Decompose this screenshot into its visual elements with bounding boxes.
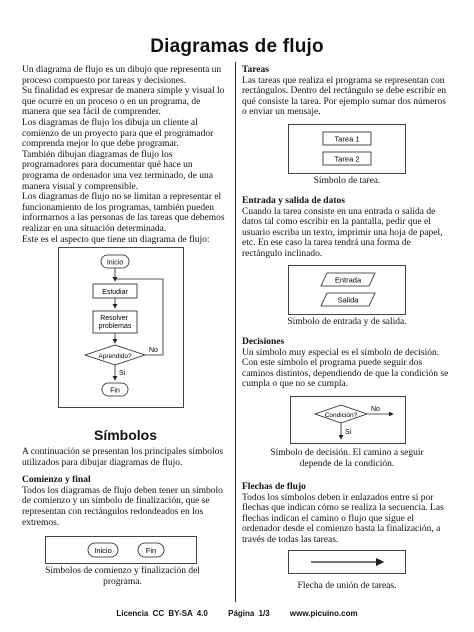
tareas-heading: Tareas: [242, 65, 269, 75]
flow-no-label: No: [149, 347, 158, 354]
intro-paragraph-4: También dibujan diagramas de flujo los programadores para documentar qué hace un programa de ordenador una vez terminado, de una manera visual y comprensible.: [22, 149, 213, 192]
flow-end-label: Fin: [110, 387, 120, 395]
tareas-text: Las tareas que realiza el programa se representan con rectángulos. Dentro del rectángulo se debe escribir en qué consiste la tarea. Por ejemplo sumar dos números o enviar un mensaje.: [242, 75, 447, 118]
end-shape-label: Fin: [145, 546, 157, 555]
footer-license: Licencia CC BY-SA 4.0: [116, 609, 208, 618]
flechas-figure: [288, 550, 406, 574]
comienzo-figure: [45, 536, 197, 564]
decisiones-section: [242, 337, 452, 390]
intro-paragraph-6: Este es el aspecto que tiene un diagrama de flujo:: [22, 234, 210, 245]
comienzo-text: Todos los diagramas de flujo deben tener un símbolo de comienzo y un símbolo de finalización, que se representan con rectángulos redondeados en los extremos.: [22, 485, 223, 528]
column-divider: [235, 62, 236, 602]
simbolos-section: [22, 447, 229, 528]
flechas-heading: Flechas de flujo: [242, 482, 306, 492]
simbolos-heading: Símbolos: [93, 427, 157, 443]
flow-task-resolver-label: Resolver problemas: [98, 315, 132, 330]
flow-start-label: Inicio: [106, 259, 124, 267]
entrada-caption: Símbolo de entrada y de salida.: [287, 317, 407, 327]
intro-paragraph-2: Su finalidad es expresar de manera simple y visual lo que ocurre en un proceso o en un programa, de manera que sea fácil de comprender.: [22, 86, 225, 118]
output-shape-label: Salida: [337, 295, 359, 305]
flowchart-diagram: [59, 248, 183, 407]
entrada-text: Cuando la tarea consiste en una entrada o salida de datos tal como escribir en la pantalla, pedir que el usuario escriba un texto, imprimir una hoja de papel, etc. En ese caso la tarea tendrá una forma de rectángulo inclinado.: [242, 206, 443, 259]
comienzo-heading: Comienzo y final: [22, 475, 91, 486]
left-column: [22, 65, 229, 245]
comienzo-caption: Símbolos de comienzo y finalización del programa.: [45, 566, 200, 587]
start-shape-label: Inicio: [94, 546, 112, 555]
page-footer: [0, 609, 474, 618]
decision-si-label: Si: [345, 429, 352, 436]
flechas-text: Todos los símbolos deben ir enlazados entre sí por flechas que indican cómo se realiza la secuencia. Las flechas indican el camino o flujo que sigue el ordenador desde el comienzo hasta la finalización, a través de todas las tareas.: [242, 492, 444, 545]
tareas-section: [242, 65, 452, 118]
tareas-caption: Símbolo de tarea.: [313, 176, 381, 186]
entrada-heading: Entrada y salida de datos: [242, 196, 345, 206]
tareas-figure: [288, 124, 406, 174]
intro-paragraph-1: Un diagrama de flujo es un dibujo que representa un proceso compuesto por tareas y decisiones.: [22, 65, 222, 86]
task-shape-2-label: Tarea 2: [334, 154, 360, 164]
intro-paragraph-5: Los diagramas de flujo no se limitan a representar el funcionamiento de los programas, también pueden informarnos a las personas de las tareas que debemos realizar en una situación determinada.: [22, 192, 225, 234]
flow-decision-label: Aprendido?: [98, 353, 132, 360]
decisiones-caption: Símbolo de decisión. El camino a seguir depende de la condición.: [270, 448, 424, 469]
flow-task-estudiar-label: Estudiar: [102, 289, 128, 296]
footer-site-link[interactable]: www.picuino.com: [289, 609, 358, 618]
decisiones-heading: Decisiones: [242, 337, 285, 347]
flowchart-figure: [58, 247, 184, 408]
simbolos-text: A continuación se presentan los principales símbolos utilizados para dibujar diagramas de flujo.: [22, 447, 224, 468]
intro-paragraph-3: Los diagramas de flujo los dibuja un cliente al comienzo de un proyecto para que el programador comprenda mejor lo que debe programar.: [22, 117, 214, 150]
decision-no-label: No: [371, 406, 380, 413]
flechas-caption: Flecha de unión de tareas.: [297, 581, 397, 591]
decision-shape-label: Condición?: [324, 412, 358, 419]
page-title: Diagramas de flujo: [150, 36, 324, 57]
entrada-figure: [288, 265, 406, 315]
decisiones-text: Un símbolo muy especial es el símbolo de decisión. Con este símbolo el programa puede seguir dos caminos distintos, dependiendo de que la condición se cumpla o que no se cumpla.: [242, 347, 449, 390]
task-shape-1-label: Tarea 1: [334, 134, 360, 144]
footer-page-number: Página 1/3: [228, 609, 270, 618]
input-shape-label: Entrada: [334, 275, 362, 285]
flechas-section: [242, 482, 452, 546]
flow-si-label: Si: [119, 370, 126, 377]
entrada-section: [242, 196, 452, 260]
decision-figure: [290, 396, 406, 444]
